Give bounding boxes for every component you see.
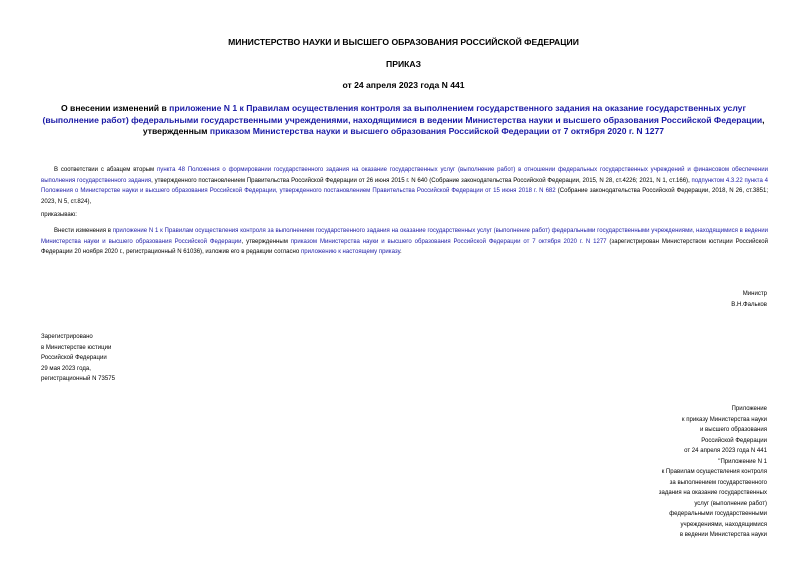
para2-text-2: , утвержденным bbox=[241, 238, 291, 245]
title-text-1: О внесении изменений в bbox=[60, 103, 170, 113]
registration-line: Российской Федерации bbox=[41, 355, 107, 361]
title-link-order-1277[interactable]: приказом Министерства науки и высшего образования Российской Федерации от 7 октября 2020 г. N 1277 bbox=[209, 126, 665, 136]
registration-line: Зарегистрировано bbox=[41, 334, 93, 340]
signer-name: В.Н.Фальков bbox=[731, 301, 767, 308]
order-word: приказываю: bbox=[41, 212, 77, 218]
appendix-line: Приложение bbox=[731, 406, 767, 412]
link-order-1277[interactable]: приказом Министерства науки и высшего образования Российской Федерации от 7 октября 2020 г. N 1277 bbox=[290, 238, 607, 245]
document-type: ПРИКАЗ bbox=[386, 59, 421, 69]
order-date-number: от 24 апреля 2023 года N 441 bbox=[342, 80, 465, 90]
para2-text-4: . bbox=[400, 249, 402, 256]
appendix-header bbox=[659, 404, 767, 541]
para2-text-3: (зарегистрирован Министерством юстиции Российской Федерации 20 ноября 2020 г., регистрационный N 61036), изложив его в редакции согласно bbox=[41, 238, 768, 256]
para1-text-2: , утвержденного постановлением Правительства Российской Федерации от 26 июня 2015 г. N 640 (Собрание законодательства Российской Федерации, 2015, N 28, ст.4226; 2021, N 1, ст.166), bbox=[151, 177, 692, 184]
appendix-line: услуг (выполнение работ) bbox=[694, 500, 767, 507]
appendix-line: Российской Федерации bbox=[701, 437, 767, 444]
appendix-line: "Приложение N 1 bbox=[718, 458, 767, 465]
appendix-line: федеральными государственными bbox=[669, 511, 767, 517]
appendix-line: от 24 апреля 2023 года N 441 bbox=[684, 448, 767, 454]
link-clause-48[interactable]: пункта 48 Положения о формировании государственного задания на оказание государственных услуг (выполнение работ) в отношении федеральных государственных учреждений и финансовом обеспечении выполнения государственного задания bbox=[41, 167, 768, 184]
para2-text-1: Внести изменения в bbox=[54, 228, 113, 234]
link-appendix-this-order[interactable]: приложению к настоящему приказу bbox=[300, 249, 401, 256]
appendix-line: за выполнением государственного bbox=[669, 479, 767, 486]
preamble-paragraph bbox=[41, 165, 768, 208]
order-title bbox=[40, 103, 767, 138]
appendix-line: задания на оказание государственных bbox=[658, 490, 767, 496]
link-subclause-4-3-22[interactable]: подпунктом 4.3.22 пункта 4 Положения о Министерстве науки и высшего образования Российской Федерации, утвержденного постановлением Правительства Российской Федерации от 15 июня 2018 г. N 682 bbox=[41, 177, 768, 195]
link-appendix-1[interactable]: приложение N 1 к Правилам осуществления контроля за выполнением государственного задания на оказание государственных услуг (выполнение работ) федеральными государственными учреждениями, находящимися в ведении Министерства науки и высшего образования Российской Федерации bbox=[41, 228, 769, 245]
ministry-heading: МИНИСТЕРСТВО НАУКИ И ВЫСШЕГО ОБРАЗОВАНИЯ РОССИЙСКОЙ ФЕДЕРАЦИИ bbox=[228, 37, 579, 47]
registration-line: регистрационный N 73575 bbox=[41, 376, 115, 382]
appendix-line: в ведении Министерства науки bbox=[679, 532, 767, 538]
signer-position: Министр bbox=[742, 291, 767, 297]
title-link-appendix[interactable]: приложение N 1 к Правилам осуществления контроля за выполнением государственного задания на оказание государственных услуг (выполнение работ) федеральными государственными учреждениями, находящимися в ведении Министерства науки и высшего образования Российской Федерации bbox=[42, 103, 763, 125]
appendix-line: к Правилам осуществления контроля bbox=[661, 469, 767, 475]
operative-paragraph bbox=[41, 226, 768, 258]
appendix-line: к приказу Министерства науки bbox=[681, 416, 767, 423]
signature-block bbox=[731, 289, 767, 310]
registration-line: 29 мая 2023 года, bbox=[41, 365, 91, 372]
appendix-line: учреждениями, находящимися bbox=[680, 521, 767, 528]
title-text-2: , утвержденным bbox=[142, 114, 765, 136]
para1-text-3: (Собрание законодательства Российской Федерации, 2018, N 26, ст.3851; 2023, N 5, ст.824), bbox=[41, 188, 769, 206]
registration-block bbox=[41, 332, 115, 385]
appendix-line: и высшего образования bbox=[699, 427, 767, 433]
registration-line: в Министерстве юстиции bbox=[41, 344, 112, 351]
para1-text-1: В соответствии с абзацем вторым bbox=[54, 167, 158, 173]
